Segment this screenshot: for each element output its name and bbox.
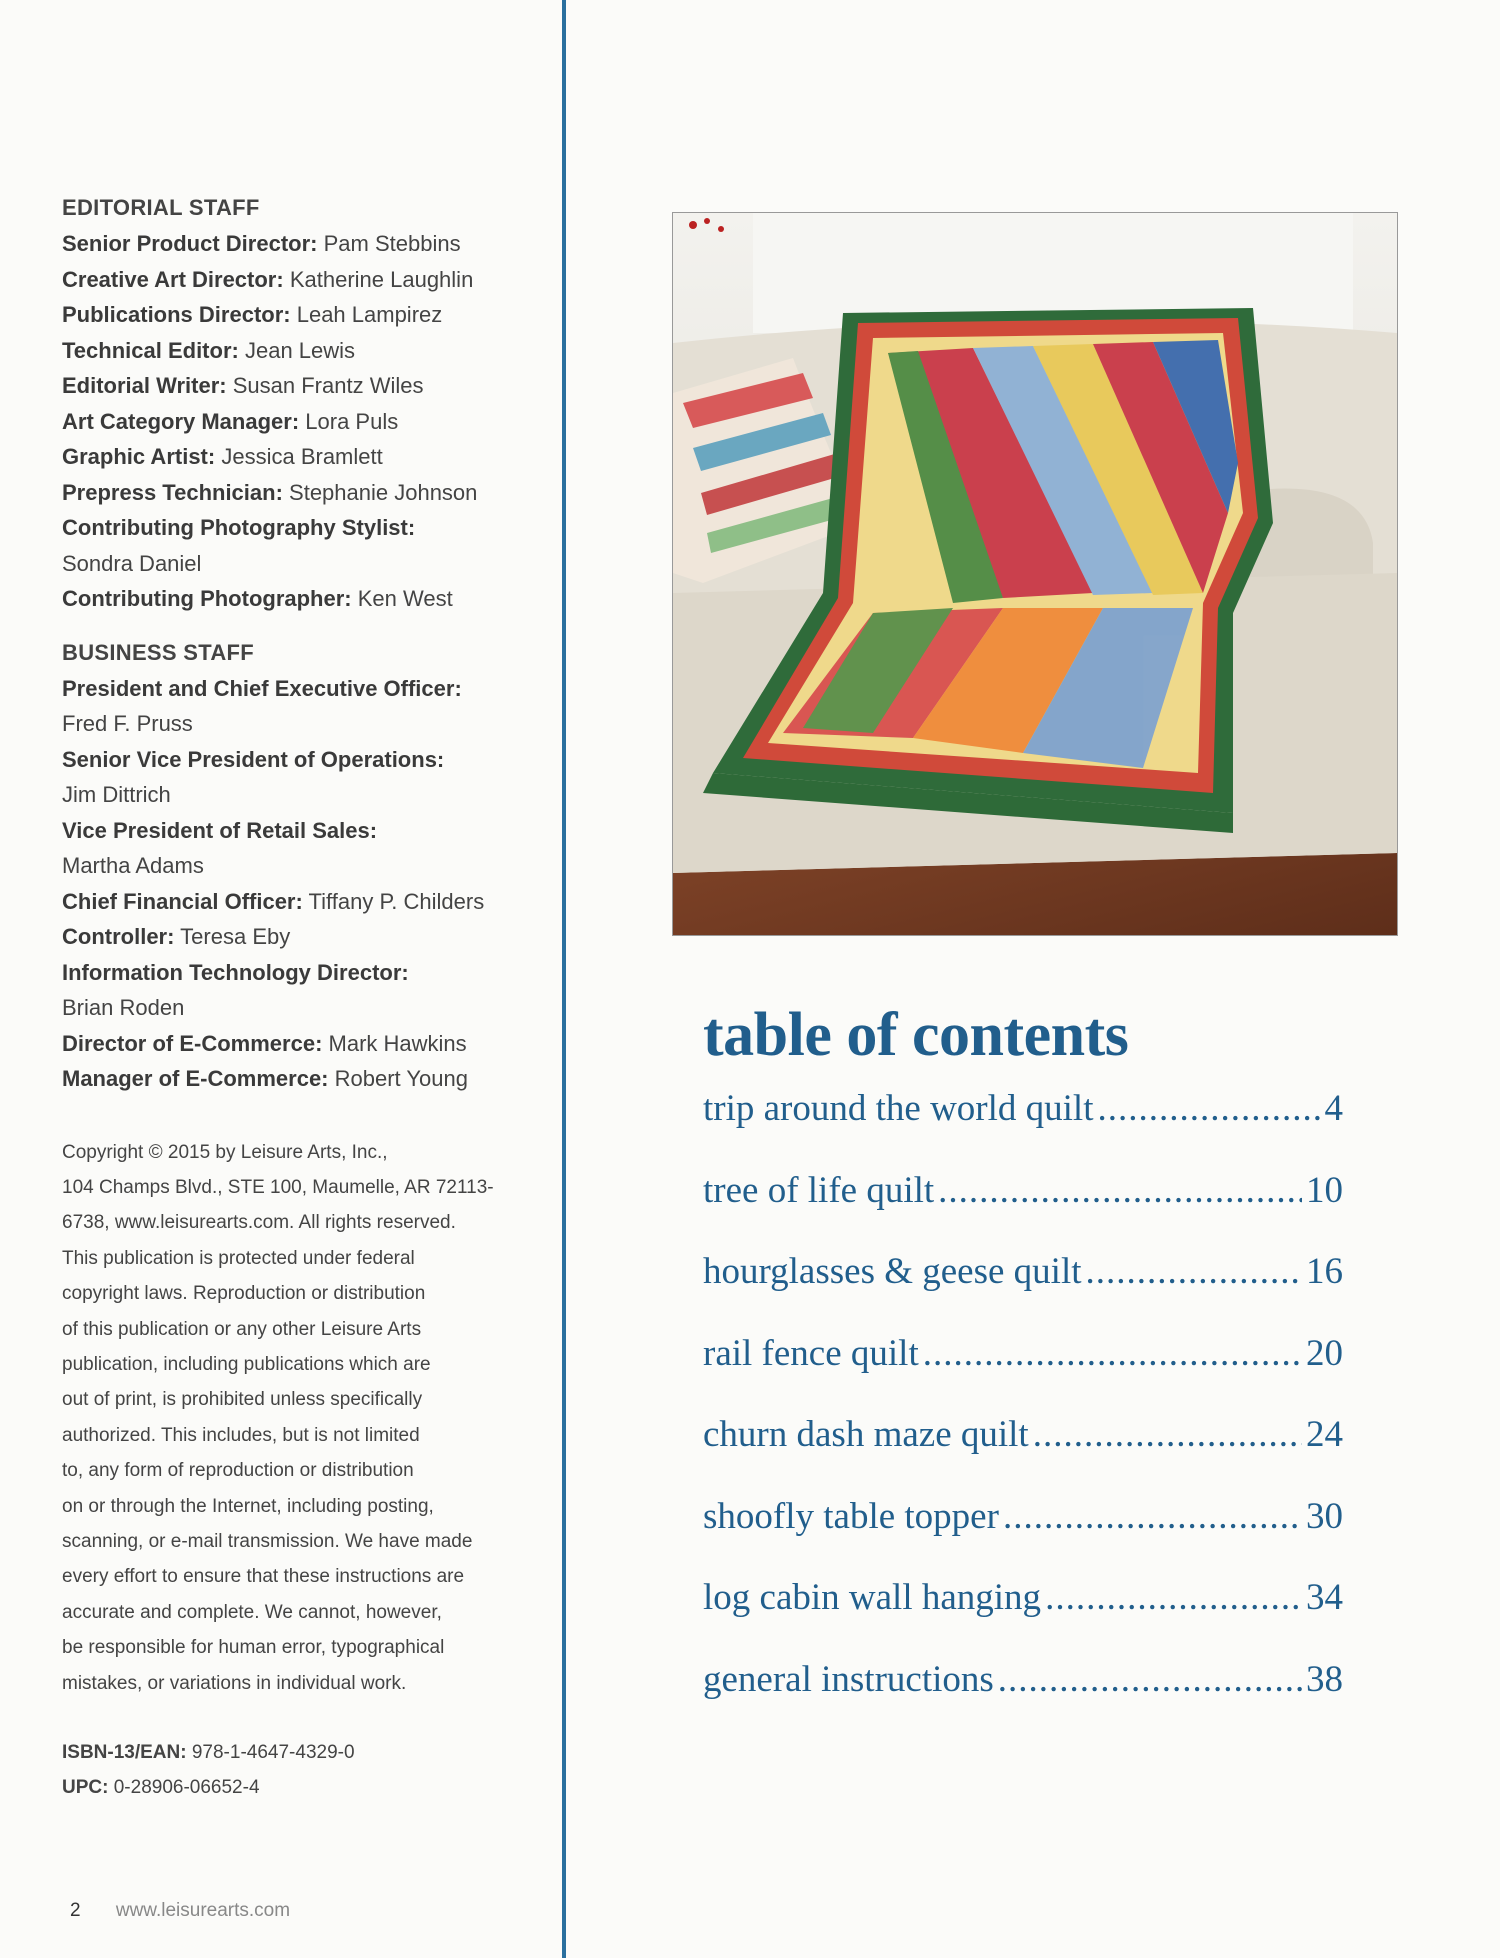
- staff-entry: [62, 404, 542, 440]
- toc-entry[interactable]: [703, 1169, 1343, 1251]
- staff-entry: [62, 368, 542, 404]
- table-of-contents: [703, 995, 1343, 1739]
- copyright-line: on or through the Internet, including posting,: [62, 1495, 434, 1517]
- staff-name: Fred F. Pruss: [62, 711, 193, 736]
- product-codes: [62, 1735, 542, 1805]
- copyright-line: every effort to ensure that these instructions are: [62, 1566, 465, 1588]
- staff-entry: [62, 439, 542, 475]
- business-heading: BUSINESS STAFF: [62, 639, 255, 665]
- staff-entry: [62, 333, 542, 369]
- copyright-line: mistakes, or variations in individual work.: [62, 1672, 407, 1694]
- staff-role: Technical Editor:: [62, 337, 239, 363]
- toc-entry-page: 30: [1306, 1495, 1343, 1537]
- staff-role: Publications Director:: [62, 302, 291, 327]
- toc-leader-dots: [938, 1169, 1302, 1212]
- staff-role: Director of E-Commerce:: [62, 1030, 323, 1056]
- toc-entry-title: hourglasses & geese quilt: [703, 1251, 1082, 1292]
- staff-role: President and Chief Executive Officer:: [62, 675, 462, 701]
- staff-role: Editorial Writer:: [62, 373, 227, 398]
- staff-entry: [62, 955, 542, 991]
- copyright-line: copyright laws. Reproduction or distribution: [62, 1283, 426, 1305]
- copyright-line: This publication is protected under federal: [62, 1247, 415, 1269]
- business-staff: [62, 635, 542, 1097]
- toc-title: table of contents: [703, 1001, 1129, 1069]
- staff-entry: [62, 742, 542, 778]
- isbn-label: ISBN-13/EAN:: [62, 1742, 187, 1763]
- staff-entry: [62, 475, 542, 511]
- copyright-line: scanning, or e-mail transmission. We have made: [62, 1530, 473, 1552]
- toc-entry-title: shoofly table topper: [703, 1495, 999, 1537]
- staff-name: Jean Lewis: [244, 337, 356, 363]
- staff-entry: [62, 510, 542, 546]
- toc-leader-dots: [1045, 1576, 1302, 1619]
- editorial-list: [62, 226, 542, 617]
- copyright-line: authorized. This includes, but is not limited: [62, 1424, 420, 1446]
- footer-url[interactable]: www.leisurearts.com: [115, 1900, 291, 1921]
- staff-role: Senior Vice President of Operations:: [62, 746, 445, 772]
- staff-role: Graphic Artist:: [62, 444, 216, 469]
- toc-entry-title: churn dash maze quilt: [703, 1414, 1029, 1455]
- page-number: 2: [70, 1900, 81, 1921]
- staff-entry: [62, 1026, 542, 1062]
- staff-role: Information Technology Director:: [62, 959, 409, 985]
- copyright-line: accurate and complete. We cannot, however,: [62, 1601, 442, 1623]
- staff-name: Brian Roden: [62, 995, 185, 1020]
- toc-entry-page: 10: [1306, 1169, 1343, 1211]
- toc-entry[interactable]: [703, 1576, 1343, 1658]
- copyright-line: 6738, www.leisurearts.com. All rights reserved.: [62, 1212, 456, 1234]
- staff-role: Senior Product Director:: [62, 231, 318, 256]
- staff-role: Creative Art Director:: [62, 266, 284, 292]
- staff-entry: [62, 671, 542, 707]
- copyright-line: be responsible for human error, typographical: [62, 1637, 445, 1659]
- upc-line: [62, 1770, 542, 1805]
- copyright-line: out of print, is prohibited unless specifically: [62, 1389, 423, 1411]
- staff-role: Manager of E-Commerce:: [62, 1066, 329, 1091]
- staff-entry: [62, 1061, 542, 1097]
- staff-name: Pam Stebbins: [323, 231, 461, 256]
- staff-name: Mark Hawkins: [328, 1030, 467, 1056]
- staff-entry: [62, 297, 542, 333]
- copyright-line: of this publication or any other Leisure Arts: [62, 1318, 422, 1340]
- staff-name: Sondra Daniel: [62, 550, 202, 576]
- editorial-heading: EDITORIAL STAFF: [62, 195, 260, 220]
- credits-column: [62, 190, 542, 1805]
- staff-name: Lora Puls: [305, 408, 399, 434]
- toc-leader-dots: [1003, 1495, 1302, 1538]
- staff-role: Art Category Manager:: [62, 408, 300, 434]
- toc-entry[interactable]: [703, 1413, 1343, 1495]
- quilt-on-sofa-image: [673, 213, 1397, 935]
- toc-entry-page: 16: [1306, 1251, 1343, 1292]
- toc-leader-dots: [923, 1332, 1302, 1375]
- toc-entry-title: general instructions: [703, 1658, 994, 1700]
- copyright-notice: [62, 1135, 532, 1702]
- upc-value: 0-28906-06652-4: [113, 1777, 260, 1798]
- page-footer: [70, 1900, 290, 1922]
- staff-name: Martha Adams: [62, 853, 204, 878]
- toc-entry-page: 4: [1324, 1088, 1343, 1129]
- toc-entry-title: log cabin wall hanging: [703, 1577, 1042, 1618]
- staff-role: Chief Financial Officer:: [62, 888, 303, 914]
- staff-entry: [62, 581, 542, 617]
- editorial-staff: [62, 190, 542, 617]
- staff-entry: [62, 919, 542, 955]
- copyright-line: Copyright © 2015 by Leisure Arts, Inc.,: [62, 1141, 388, 1163]
- staff-role: Vice President of Retail Sales:: [62, 817, 378, 843]
- staff-entry: [62, 813, 542, 849]
- staff-name: Teresa Eby: [180, 924, 291, 949]
- toc-entry-page: 34: [1306, 1577, 1343, 1618]
- toc-entry[interactable]: [703, 1250, 1343, 1332]
- toc-leader-dots: [1098, 1087, 1321, 1130]
- staff-name: Ken West: [357, 586, 453, 611]
- copyright-line: to, any form of reproduction or distribution: [62, 1460, 414, 1482]
- toc-entry[interactable]: [703, 1087, 1343, 1169]
- toc-entry[interactable]: [703, 1658, 1343, 1740]
- toc-entry-title: rail fence quilt: [703, 1332, 919, 1374]
- upc-label: UPC:: [62, 1777, 109, 1798]
- toc-entry[interactable]: [703, 1495, 1343, 1577]
- staff-name: Susan Frantz Wiles: [232, 373, 424, 398]
- toc-entry-page: 38: [1306, 1658, 1343, 1700]
- staff-role: Controller:: [62, 924, 175, 949]
- toc-leader-dots: [998, 1658, 1302, 1701]
- staff-name: Stephanie Johnson: [289, 479, 478, 505]
- toc-entry-title: trip around the world quilt: [703, 1088, 1094, 1129]
- copyright-line: publication, including publications which are: [62, 1353, 431, 1375]
- staff-entry: [62, 262, 542, 298]
- isbn-value: 978-1-4647-4329-0: [191, 1742, 355, 1763]
- toc-leader-dots: [1086, 1250, 1302, 1293]
- staff-name: Leah Lampirez: [296, 302, 443, 327]
- staff-name: Katherine Laughlin: [289, 266, 474, 292]
- column-divider: [562, 0, 566, 1958]
- staff-name: Tiffany P. Childers: [308, 888, 485, 914]
- quilt-photo: [672, 212, 1398, 936]
- toc-entry-page: 24: [1306, 1414, 1343, 1455]
- staff-role: Contributing Photographer:: [62, 586, 352, 611]
- business-list: [62, 671, 542, 1097]
- toc-leader-dots: [1033, 1413, 1302, 1456]
- staff-role: Prepress Technician:: [62, 479, 283, 505]
- toc-entry-page: 20: [1306, 1332, 1343, 1374]
- staff-entry: [62, 226, 542, 262]
- staff-entry: [62, 884, 542, 920]
- toc-entry[interactable]: [703, 1332, 1343, 1414]
- copyright-line: 104 Champs Blvd., STE 100, Maumelle, AR 72113-: [62, 1176, 494, 1198]
- toc-list: [703, 1087, 1343, 1739]
- staff-name: Robert Young: [334, 1066, 468, 1091]
- staff-role: Contributing Photography Stylist:: [62, 515, 416, 540]
- toc-entry-title: tree of life quilt: [703, 1169, 935, 1211]
- staff-name: Jessica Bramlett: [221, 444, 383, 469]
- staff-name: Jim Dittrich: [62, 782, 171, 807]
- isbn-line: [62, 1735, 542, 1770]
